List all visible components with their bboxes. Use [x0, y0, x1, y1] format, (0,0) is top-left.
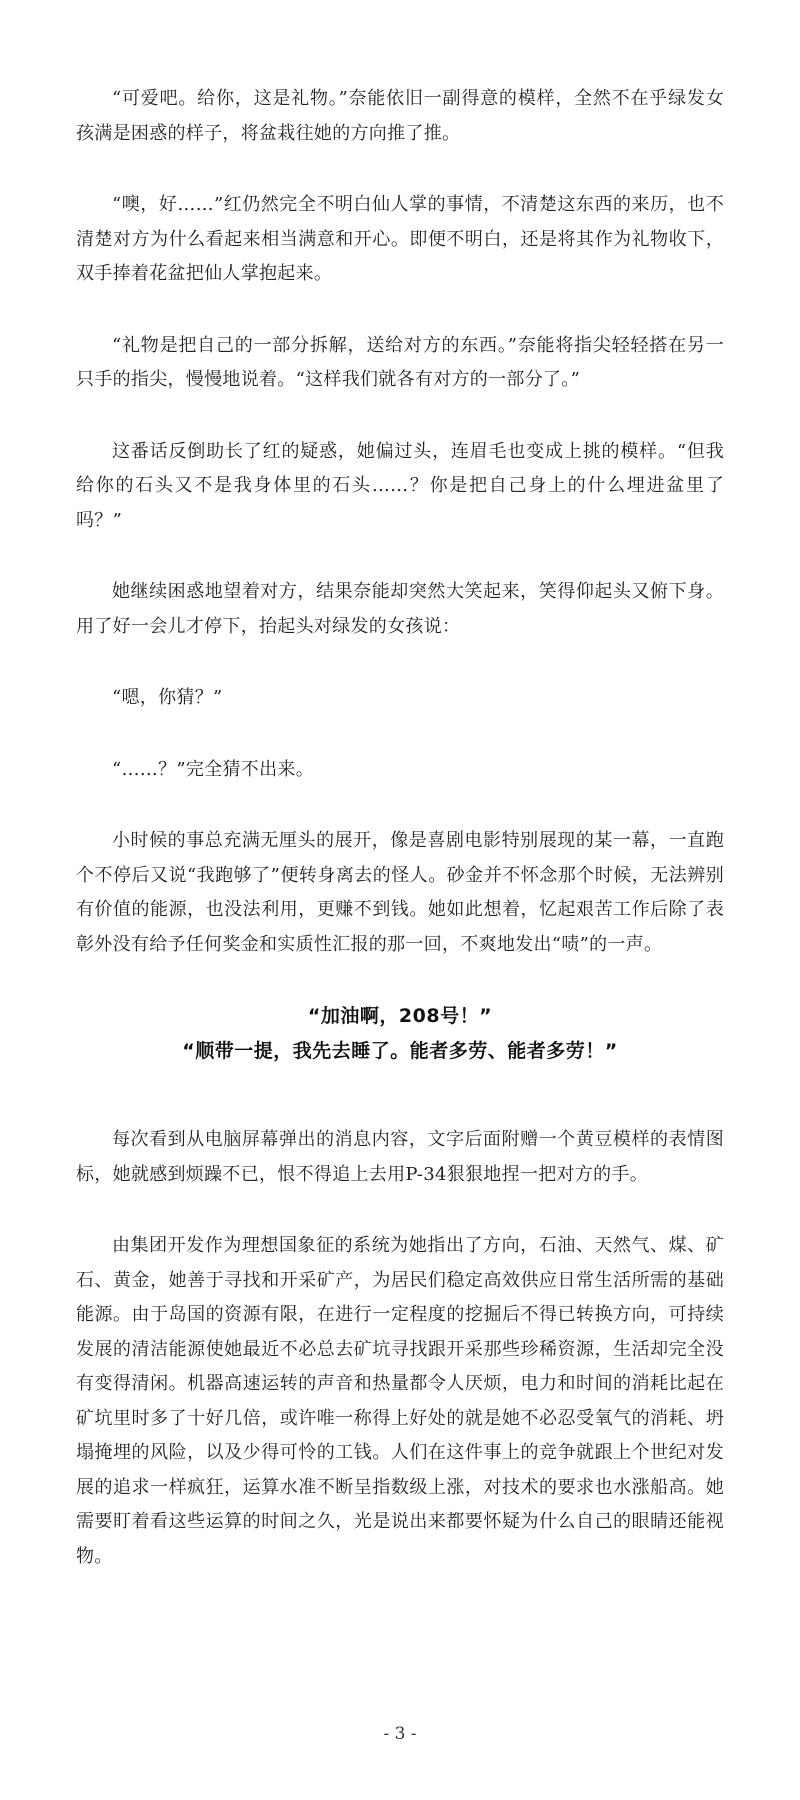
document-body [76, 82, 724, 1611]
paragraph: “噢，好……”红仍然完全不明白仙人掌的事情，不清楚这东西的来历，也不清楚对方为什么看起来相当满意和开心。即便不明白，还是将其作为礼物收下，双手捧着花盆把仙人掌抱起来。 [76, 194, 724, 284]
screen-message [76, 999, 724, 1069]
paragraph: 她继续困惑地望着对方，结果奈能却突然大笑起来，笑得仰起头又俯下身。用了好一会儿才停下，抬起头对绿发的女孩说： [76, 581, 724, 637]
message-line-1: “加油啊，208号！” [307, 1005, 493, 1027]
paragraph: 由集团开发作为理想国象征的系统为她指出了方向，石油、天然气、煤、矿石、黄金，她善于寻找和开采矿产，为居民们稳定高效供应日常生活所需的基础能源。由于岛国的资源有限，在进行一定程度的挖掘后不得已转换方向，可持续发展的清洁能源使她最近不必总去矿坑寻找跟开采那些珍稀资源，生活却完全没有变得清闲。机器高速运转的声音和热量都令人厌烦，电力和时间的消耗比起在矿坑里时多了十好几倍，或许唯一称得上好处的就是她不必忍受氧气的消耗、坍塌掩埋的风险，以及少得可怜的工钱。人们在这件事上的竞争就跟上个世纪对发展的追求一样疯狂，运算水准不断呈指数级上涨，对技术的要求也水涨船高。她需要盯着看这些运算的时间之久，光是说出来都要怀疑为什么自己的眼睛还能视物。 [76, 1235, 724, 1567]
paragraph: “礼物是把自己的一部分拆解，送给对方的东西。”奈能将指尖轻轻搭在另一只手的指尖，慢慢地说着。“这样我们就各有对方的一部分了。” [76, 334, 724, 390]
paragraph: 每次看到从电脑屏幕弹出的消息内容，文字后面附赠一个黄豆模样的表情图标，她就感到烦躁不已，恨不得追上去用P-34狠狠地捏一把对方的手。 [76, 1129, 724, 1185]
paragraph: “可爱吧。给你，这是礼物。”奈能依旧一副得意的模样，全然不在乎绿发女孩满是困惑的样子，将盆栽往她的方向推了推。 [76, 88, 724, 144]
paragraph: 小时候的事总充满无厘头的展开，像是喜剧电影特别展现的某一幕，一直跑个不停后又说“我跑够了”便转身离去的怪人。砂金并不怀念那个时候，无法辨别有价值的能源，也没法利用，更赚不到钱。她如此想着，忆起艰苦工作后除了表彰外没有给予任何奖金和实质性汇报的那一回，不爽地发出“啧”的一声。 [76, 830, 724, 955]
paragraph: “嗯，你猜？” [112, 687, 223, 708]
paragraph: “……？”完全猜不出来。 [112, 758, 315, 780]
paragraph: 这番话反倒助长了红的疑惑，她偏过头，连眉毛也变成上挑的模样。“但我给你的石头又不是我身体里的石头……？你是把自己身上的什么埋进盆里了吗？” [76, 440, 724, 531]
message-line-2: “顺带一提，我先去睡了。能者多劳、能者多劳！” [182, 1040, 618, 1062]
page-number: - 3 - [383, 1724, 417, 1744]
